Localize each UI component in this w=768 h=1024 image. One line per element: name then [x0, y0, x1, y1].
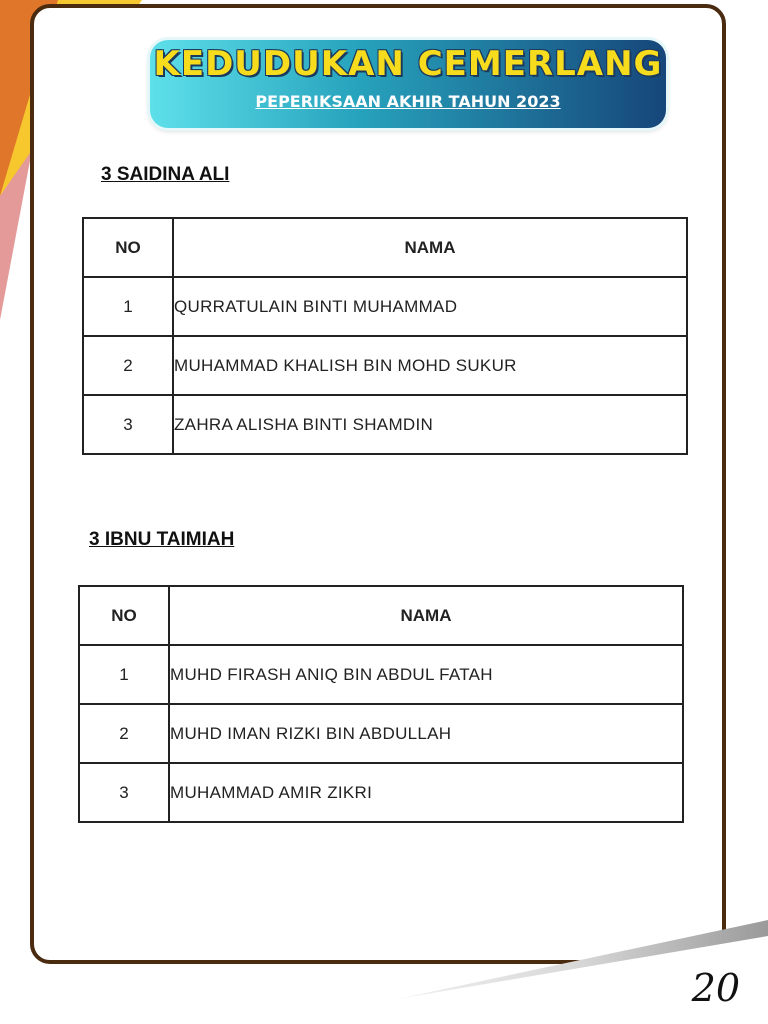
- table-row: [79, 704, 683, 763]
- title-banner: [150, 40, 666, 128]
- header-nama: NAMA: [173, 218, 687, 277]
- table-row: [83, 395, 687, 454]
- student-name: ZAHRA ALISHA BINTI SHAMDIN: [173, 395, 687, 454]
- row-number: 3: [79, 763, 169, 822]
- table-row: [79, 645, 683, 704]
- header-no: NO: [79, 586, 169, 645]
- section-title-ibnu-taimiah: 3 IBNU TAIMIAH: [89, 529, 235, 550]
- header-no: NO: [83, 218, 173, 277]
- page-number: 20: [691, 966, 740, 1010]
- header-nama: NAMA: [169, 586, 683, 645]
- table-ibnu-taimiah: [78, 585, 684, 823]
- table-saidina-ali: [82, 217, 688, 455]
- row-number: 2: [79, 704, 169, 763]
- student-name: QURRATULAIN BINTI MUHAMMAD: [173, 277, 687, 336]
- student-name: MUHD FIRASH ANIQ BIN ABDUL FATAH: [169, 645, 683, 704]
- table-header-row: [83, 218, 687, 277]
- banner-title: KEDUDUKAN CEMERLANG: [153, 44, 663, 84]
- banner-subtitle: PEPERIKSAAN AKHIR TAHUN 2023: [255, 92, 561, 111]
- student-name: MUHAMMAD AMIR ZIKRI: [169, 763, 683, 822]
- page-curl-decoration: [0, 880, 768, 1024]
- table-header-row: [79, 586, 683, 645]
- table-row: [83, 336, 687, 395]
- table-row: [83, 277, 687, 336]
- row-number: 3: [83, 395, 173, 454]
- row-number: 1: [79, 645, 169, 704]
- section-title-saidina-ali: 3 SAIDINA ALI: [101, 164, 230, 185]
- student-name: MUHD IMAN RIZKI BIN ABDULLAH: [169, 704, 683, 763]
- row-number: 2: [83, 336, 173, 395]
- student-name: MUHAMMAD KHALISH BIN MOHD SUKUR: [173, 336, 687, 395]
- row-number: 1: [83, 277, 173, 336]
- table-row: [79, 763, 683, 822]
